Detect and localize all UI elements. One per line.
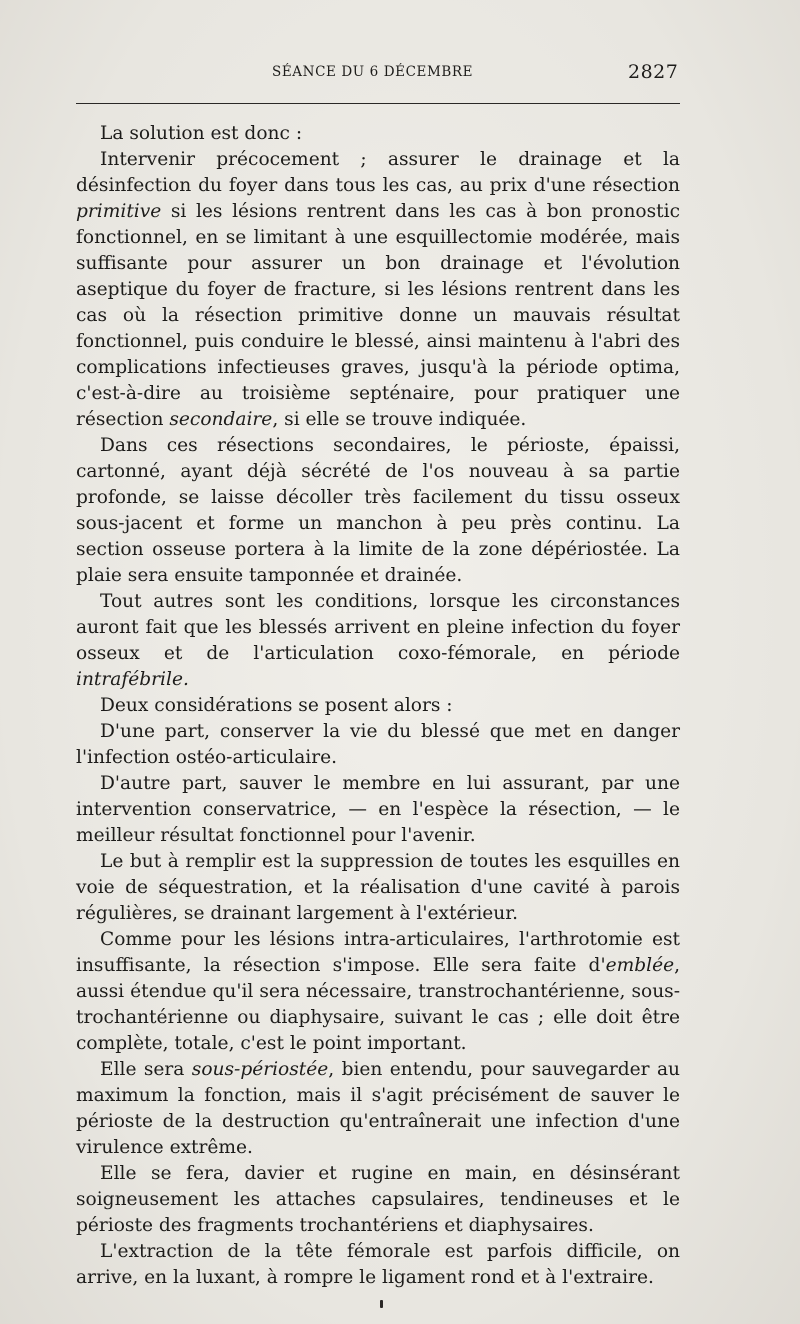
paragraph-11: Elle se fera, davier et rugine en main, en désinsérant soigneusement les attaches capsulaires, tendineuses et le périoste des fragments trochantériens et diaphysaires. (76, 1163, 680, 1236)
paragraph-1: La solution est donc : (100, 123, 303, 144)
paragraph-9-emphasis-emblee: emblée (605, 955, 675, 976)
paragraph-6: D'une part, conserver la vie du blessé que met en danger l'infection ostéo-articulaire. (76, 721, 680, 768)
paragraph-12: L'extraction de la tête fémorale est parfois difficile, on arrive, en la luxant, à rompre le ligament rond et à l'extraire. (76, 1241, 680, 1288)
paragraph-4-emphasis-intrafebrile: intrafébrile. (76, 669, 189, 690)
paragraph-9 (76, 927, 680, 1057)
paragraph-10 (76, 1057, 680, 1161)
paragraph-4-text-a: Tout autres sont les conditions, lorsque les circonstances auront fait que les blessés arrivent en pleine infection du foyer osseux et de l'articulation coxo-fémorale, en période (76, 591, 680, 664)
paragraph-7: D'autre part, sauver le membre en lui assurant, par une intervention conservatrice, — en l'espèce la résection, — le meilleur résultat fonctionnel pour l'avenir. (76, 773, 680, 846)
paragraph-9-text-a: Comme pour les lésions intra-articulaires, l'arthrotomie est insuffisante, la résection s'impose. Elle sera faite d' (76, 929, 680, 976)
paragraph-10-text-b: , bien entendu, pour sauvegarder au maximum la fonction, mais il s'agit précisément de sauver le périoste de la destruction qu'entraînerait une infection d'une virulence extrême. (76, 1059, 681, 1158)
paragraph-2 (76, 147, 680, 433)
paragraph-2-text-a: Intervenir précocement ; assurer le drainage et la désinfection du foyer dans tous les cas, au prix d'une résection (76, 149, 680, 196)
header-title: SÉANCE DU 6 DÉCEMBRE (272, 64, 474, 80)
running-header (0, 61, 800, 88)
ink-speck (380, 1300, 383, 1308)
paragraph-4 (76, 589, 680, 693)
paragraph-5: Deux considérations se posent alors : (100, 695, 453, 716)
paragraph-2-text-b: si les lésions rentrent dans les cas à bon pronostic fonctionnel, en se limitant à une esquillectomie modérée, mais suffisante pour assurer un bon drainage et l'évolution aseptique du foyer de fracture, si les lésions rentrent dans les cas où la résection primitive donne un mauvais résultat fonctionnel, puis conduire le blessé, ainsi maintenu à l'abri des complications infectieuses graves, jusqu'à la période optima, c'est-à-dire au troisième septénaire, pour pratiquer une résection (76, 201, 680, 430)
body-text (76, 121, 680, 1291)
paragraph-2-emphasis-secondaire: secondaire (169, 409, 273, 430)
page-number: 2827 (628, 61, 679, 83)
paragraph-9-text-b: , aussi étendue qu'il sera nécessaire, transtrochantérienne, sous-trochantérienne ou diaphysaire, suivant le cas ; elle doit être complète, totale, c'est le point important. (76, 955, 680, 1054)
paragraph-10-text-a: Elle sera (100, 1059, 192, 1080)
paragraph-3: Dans ces résections secondaires, le périoste, épaissi, cartonné, ayant déjà sécrété de l'os nouveau à sa partie profonde, se laisse décoller très facilement du tissu osseux sous-jacent et forme un manchon à peu près continu. La section osseuse portera à la limite de la zone dépériostée. La plaie sera ensuite tamponnée et drainée. (76, 435, 680, 586)
paragraph-2-text-c: , si elle se trouve indiquée. (272, 409, 527, 430)
paragraph-2-emphasis-primitive: primitive (76, 201, 162, 222)
header-rule (76, 103, 680, 104)
paragraph-8: Le but à remplir est la suppression de toutes les esquilles en voie de séquestration, et la réalisation d'une cavité à parois régulières, se drainant largement à l'extérieur. (76, 851, 680, 924)
paragraph-10-emphasis-sous-periostee: sous-périostée (191, 1059, 329, 1080)
